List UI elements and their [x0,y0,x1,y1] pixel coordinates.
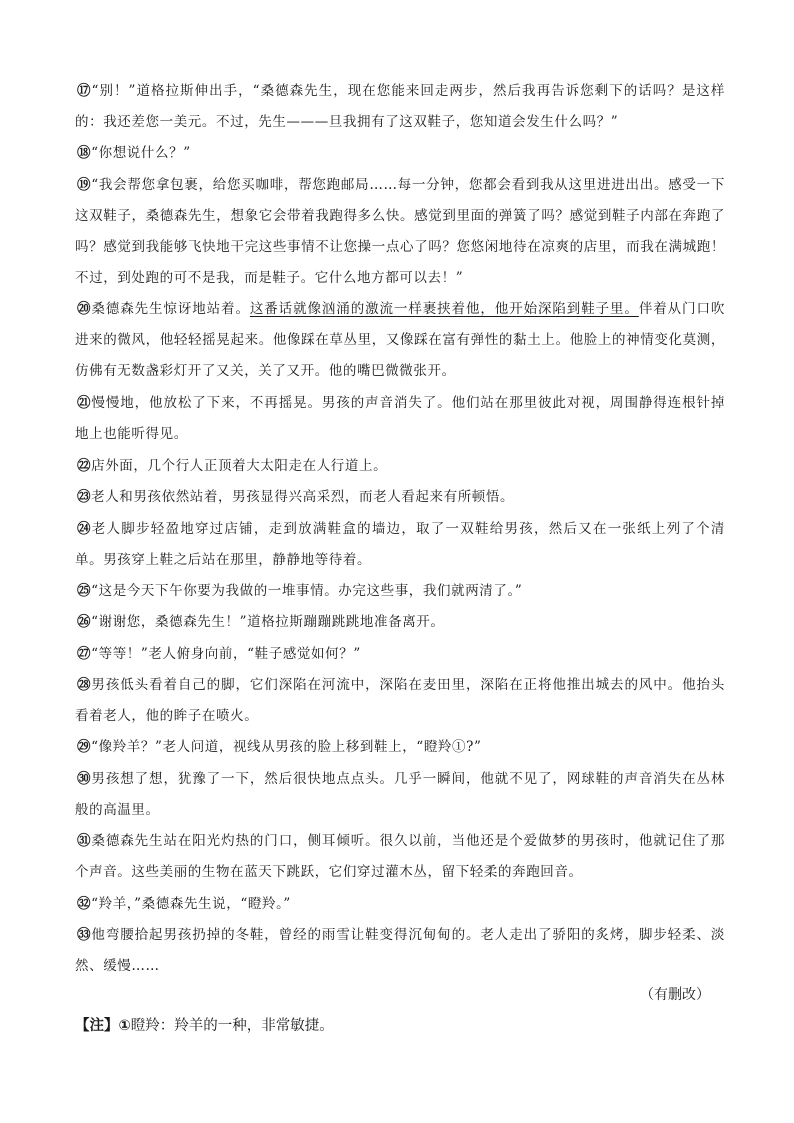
paragraph-33 [75,920,725,982]
paragraph-number: ⑰ [77,83,92,99]
paragraph-text: 他弯腰拾起男孩扔掉的冬鞋，曾经的雨雪让鞋变得沉甸甸的。老人走出了骄阳的炙烤，脚步轻柔、淡然、缓慢…… [75,927,725,974]
revision-note: （有删改） [640,987,710,1003]
paragraph-number: ㉔ [77,521,92,537]
paragraph-text: 男孩低头看着自己的脚，它们深陷在河流中，深陷在麦田里，深陷在正将他推出城去的风中。他抬头看着老人，他的眸子在喷火。 [75,677,725,724]
paragraph-number: ㉙ [77,739,92,755]
paragraph-text: “你想说什么？” [91,145,191,161]
paragraph-30 [75,764,725,826]
paragraph-number: ㉘ [77,677,92,693]
paragraph-text: 店外面，几个行人正顶着大太阳走在人行道上。 [91,458,388,474]
paragraph-number: ㉒ [77,458,92,474]
paragraph-24 [75,514,725,576]
paragraph-text: “这是今天下午你要为我做的一堆事情。办完这些事，我们就两清了。” [91,583,523,599]
paragraph-number: ㉚ [77,771,92,787]
paragraph-text: 老人脚步轻盈地穿过店铺，走到放满鞋盒的墙边，取了一双鞋给男孩，然后又在一张纸上列了个清单。男孩穿上鞋之后站在那里，静静地等待着。 [75,521,725,568]
paragraph-text: “等等！”老人俯身向前，“鞋子感觉如何？” [91,646,361,662]
paragraph-text-pre: 桑德森先生惊讶地站着。 [91,301,250,317]
paragraph-32 [75,889,725,920]
paragraph-17 [75,76,725,138]
paragraph-number: ⑱ [77,145,92,161]
paragraph-27 [75,639,725,670]
paragraph-number: ㉗ [77,646,92,662]
paragraph-number: ⑳ [77,301,92,317]
paragraph-22 [75,451,725,482]
footnote [75,1014,334,1035]
paragraph-text: “谢谢您，桑德森先生！”道格拉斯蹦蹦跳跳地准备离开。 [91,614,445,630]
paragraph-25 [75,576,725,607]
paragraph-21 [75,388,725,450]
paragraph-number: ⑲ [77,177,92,193]
paragraph-26 [75,607,725,638]
paragraph-number: ㉕ [77,583,92,599]
footnote-text: 瞪羚：羚羊的一种，非常敏捷。 [130,1018,334,1034]
paragraph-number: ㉛ [77,833,92,849]
paragraph-number: ㉜ [77,896,92,912]
underlined-sentence: 这番话就像汹涌的激流一样裹挟着他，他开始深陷到鞋子里。 [249,301,639,317]
paragraph-number: ㉑ [77,395,92,411]
paragraph-31 [75,826,725,888]
paragraph-text-post: 伴着从门口吹进来的微风，他轻轻摇晃起来。他像踩在草丛里，又像踩在富有弹性的黏土上。他脸上的神情变化莫测，仿佛有无数盏彩灯开了又关，关了又开。他的嘴巴微微张开。 [75,301,725,379]
paragraph-18 [75,138,725,169]
paragraph-number: ㉓ [77,489,92,505]
paragraph-number: ㉖ [77,614,92,630]
paragraph-20 [75,294,725,387]
paragraph-text: “羚羊，”桑德森先生说，“瞪羚。” [91,896,291,912]
paragraph-19 [75,170,725,294]
paragraph-text: “别！”道格拉斯伸出手，“桑德森先生，现在您能来回走两步，然后我再告诉您剩下的话吗？是这样的：我还差您一美元。不过，先生———旦我拥有了这双鞋子，您知道会发生什么吗？” [75,83,725,130]
paragraph-text: “我会帮您拿包裹，给您买咖啡，帮您跑邮局……每一分钟，您都会看到我从这里进进出出。感受一下这双鞋子，桑德森先生，想象它会带着我跑得多么快。感觉到里面的弹簧了吗？感觉到鞋子内部在奔跑了吗？感觉到我能够飞快地干完这些事情不让您操一点心了吗？您悠闲地待在凉爽的店里，而我在满城跑！不过，到处跑的可不是我，而是鞋子。它什么地方都可以去！” [75,177,725,286]
paragraph-number: ㉝ [77,927,92,943]
footnote-label: 【注】 [75,1018,119,1034]
footnote-number: ① [118,1018,131,1034]
paragraph-text: 男孩想了想，犹豫了一下，然后很快地点点头。几乎一瞬间，他就不见了，网球鞋的声音消失在丛林般的高温里。 [75,771,725,818]
paragraph-23 [75,482,725,513]
paragraph-text: 老人和男孩依然站着，男孩显得兴高采烈，而老人看起来有所顿悟。 [91,489,515,505]
paragraph-28 [75,670,725,732]
paragraph-text: 桑德森先生站在阳光灼热的门口，侧耳倾听。很久以前，当他还是个爱做梦的男孩时，他就记住了那个声音。这些美丽的生物在蓝天下跳跃，它们穿过灌木丛，留下轻柔的奔跑回音。 [75,833,725,880]
paragraph-text: “像羚羊？”老人问道，视线从男孩的脸上移到鞋上，“瞪羚①?” [91,739,482,755]
paragraph-29 [75,732,725,763]
paragraph-text: 慢慢地，他放松了下来，不再摇晃。男孩的声音消失了。他们站在那里彼此对视，周围静得连根针掉地上也能听得见。 [75,395,725,442]
